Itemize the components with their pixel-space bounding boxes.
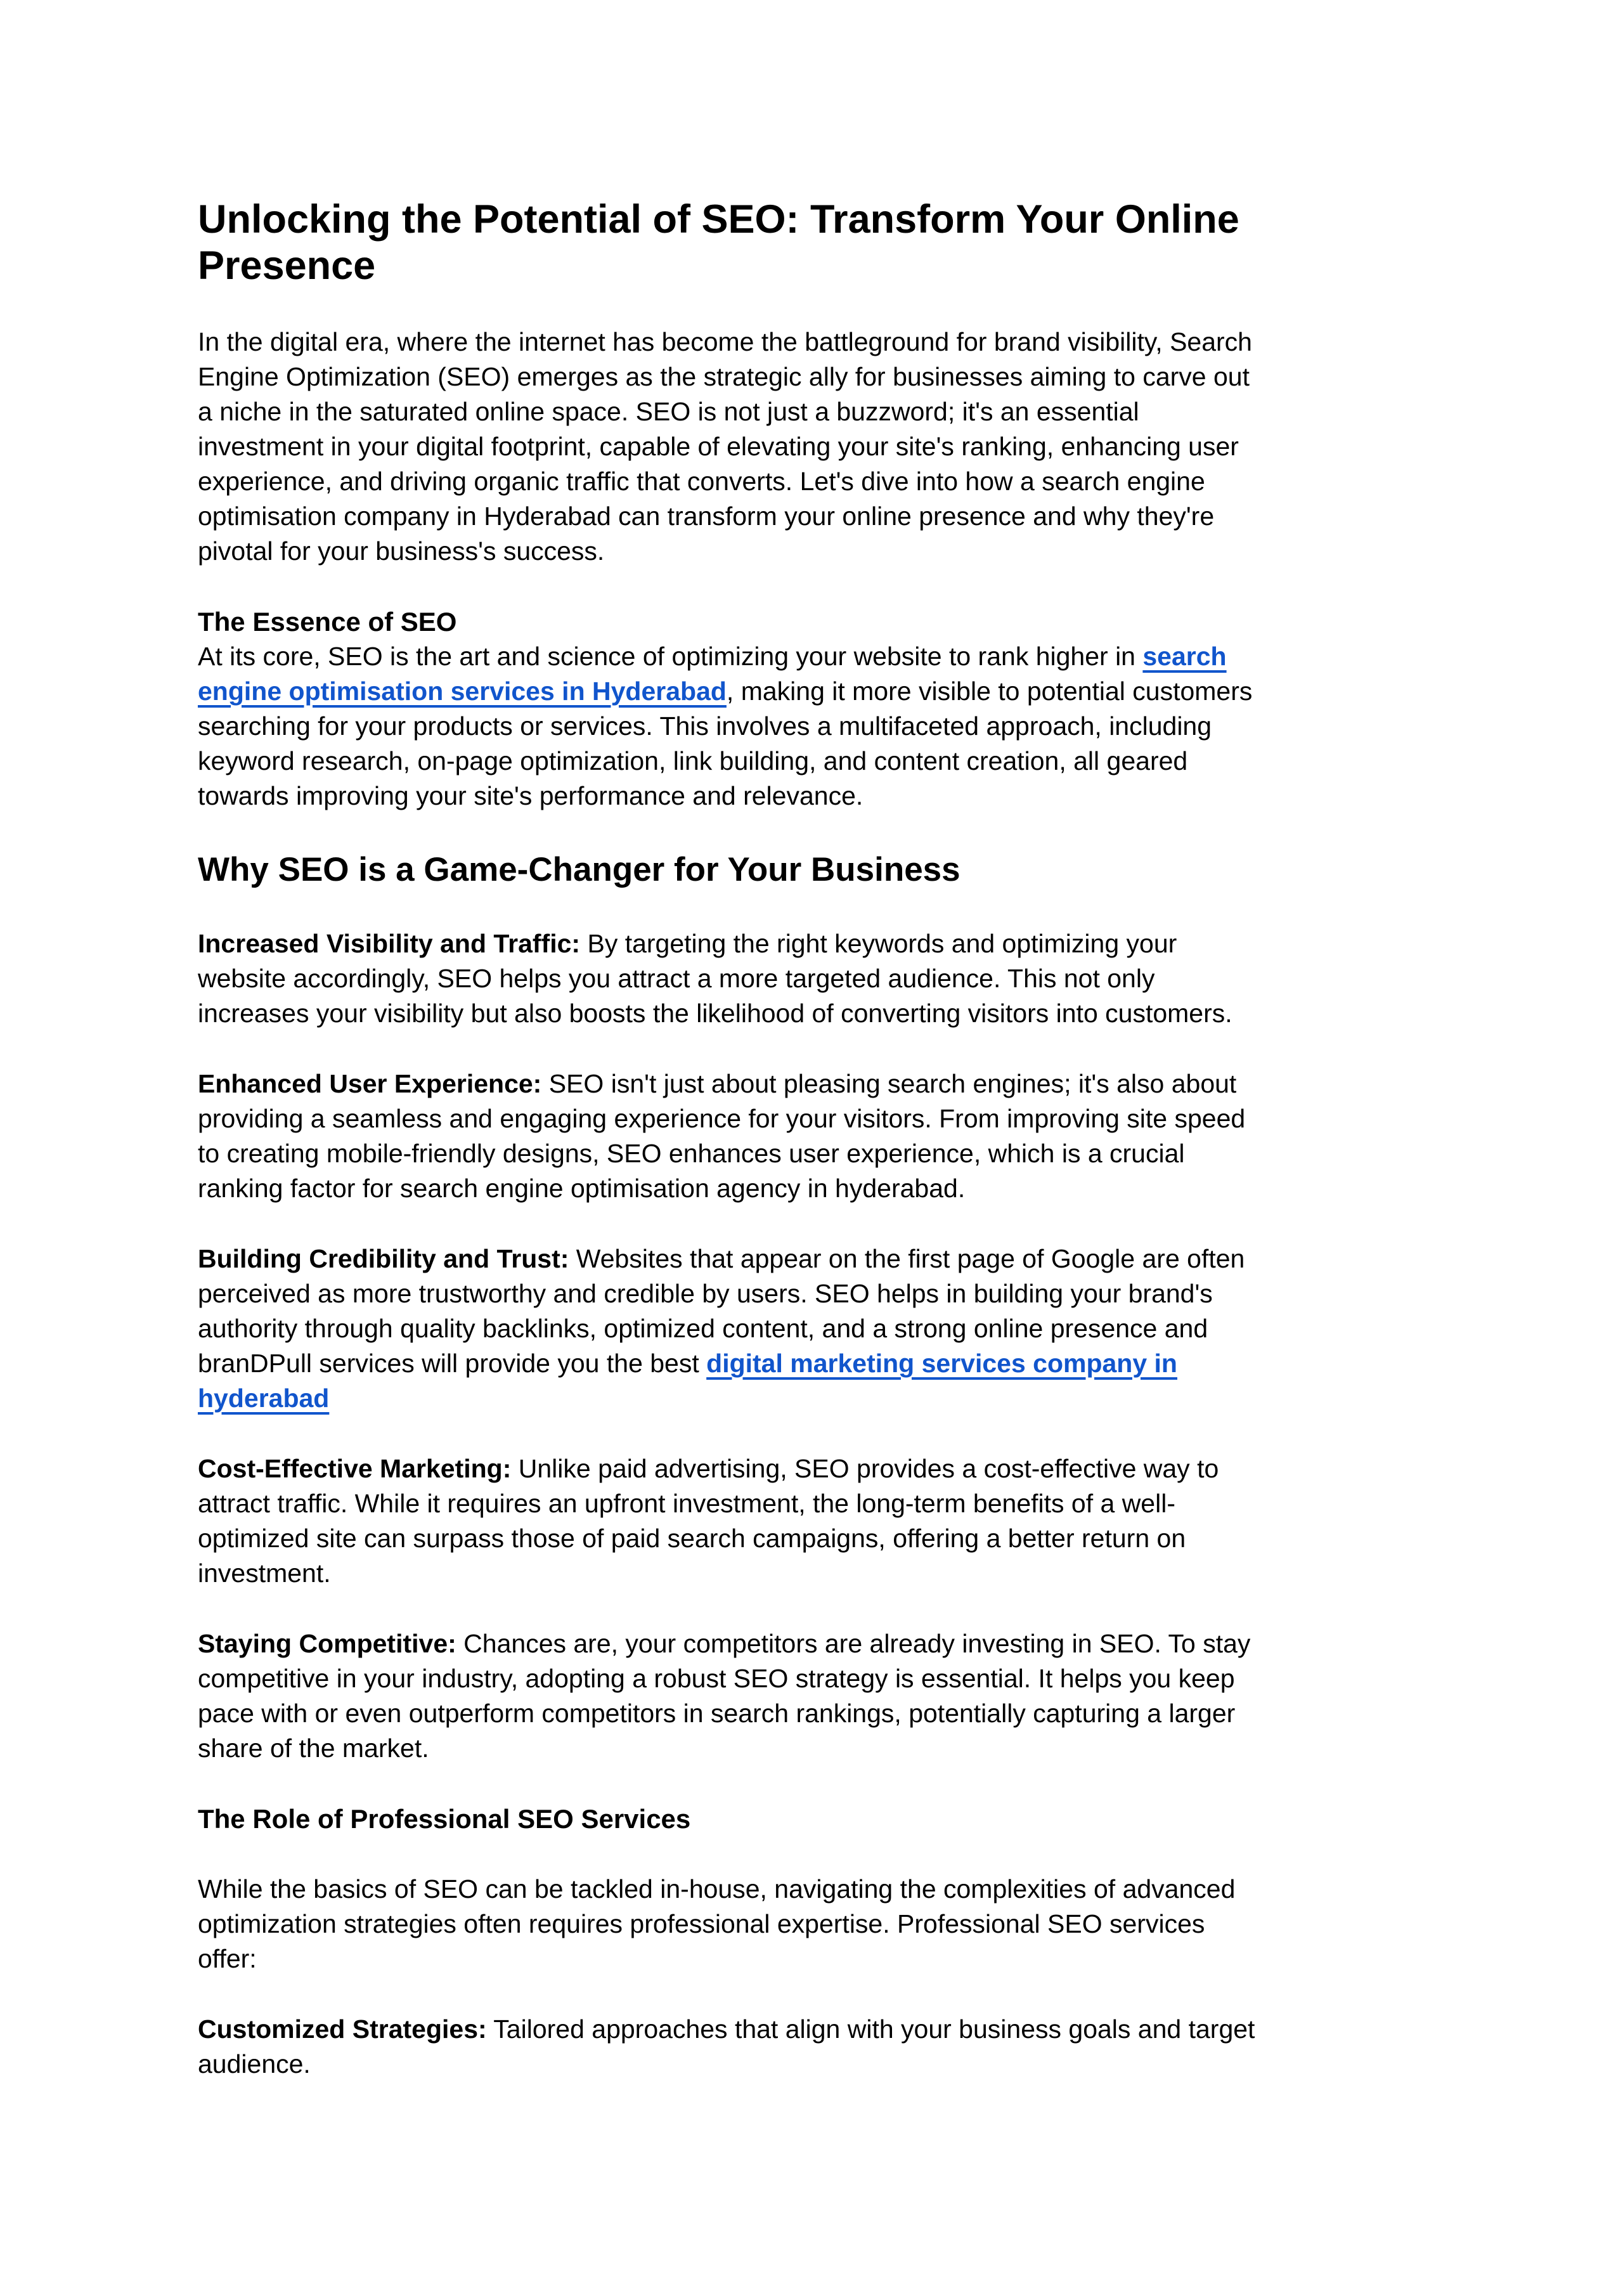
text-line xyxy=(198,709,1430,744)
text-line xyxy=(198,1942,1430,1976)
text-line xyxy=(198,996,1430,1031)
text-line xyxy=(198,1556,1430,1591)
text-run: Tailored approaches that align with your business goals and target xyxy=(486,2014,1255,2044)
text-line xyxy=(198,926,1430,961)
text-run: searching for your products or services. This involves a multifaceted approach, including xyxy=(198,711,1212,741)
text-line xyxy=(198,1381,1430,1416)
text-run: SEO isn't just about pleasing search engines; it's also about xyxy=(541,1069,1237,1098)
text-line xyxy=(198,1276,1430,1311)
text-run: audience. xyxy=(198,2049,311,2079)
text-line xyxy=(198,674,1430,709)
intro-paragraph xyxy=(198,325,1430,569)
text-run: Presence xyxy=(198,243,376,288)
text-run: authority through quality backlinks, optimized content, and a strong online presence and xyxy=(198,1314,1208,1343)
text-run: optimisation company in Hyderabad can transform your online presence and why they're xyxy=(198,502,1215,531)
text-run: In the digital era, where the internet has become the battleground for brand visibility, Search xyxy=(198,327,1252,356)
building-credibility-paragraph xyxy=(198,1242,1430,1416)
text-run: By targeting the right keywords and optimizing your xyxy=(580,929,1177,958)
text-link[interactable]: digital marketing services company in xyxy=(706,1349,1177,1378)
text-run: At its core, SEO is the art and science of optimizing your website to rank higher in xyxy=(198,642,1143,671)
text-link[interactable]: search xyxy=(1142,642,1227,671)
text-line xyxy=(198,1521,1430,1556)
text-line xyxy=(198,429,1430,464)
while-basics-paragraph xyxy=(198,1872,1430,1976)
text-line xyxy=(198,499,1430,534)
text-line xyxy=(198,1626,1430,1661)
text-line xyxy=(198,197,1430,243)
text-line xyxy=(198,360,1430,394)
text-run: offer: xyxy=(198,1944,257,1973)
text-line xyxy=(198,1801,1430,1836)
text-run: Why SEO is a Game-Changer for Your Business xyxy=(198,851,960,888)
heading-why-seo-game-changer xyxy=(198,849,1430,891)
text-line xyxy=(198,1101,1430,1136)
text-run: optimization strategies often requires professional expertise. Professional SEO services xyxy=(198,1909,1205,1938)
text-line xyxy=(198,1451,1430,1486)
text-line xyxy=(198,1346,1430,1381)
text-run: Engine Optimization (SEO) emerges as the strategic ally for businesses aiming to carve out xyxy=(198,362,1250,391)
text-line xyxy=(198,744,1430,779)
staying-competitive-paragraph xyxy=(198,1626,1430,1766)
text-run: Websites that appear on the first page of Google are often xyxy=(569,1244,1245,1273)
text-line xyxy=(198,639,1430,674)
text-run: increases your visibility but also boosts the likelihood of converting visitors into customers. xyxy=(198,999,1232,1028)
text-run: Customized Strategies: xyxy=(198,2014,487,2044)
text-run: optimized site can surpass those of paid search campaigns, offering a better return on xyxy=(198,1524,1186,1553)
text-line xyxy=(198,604,1430,639)
text-run: investment in your digital footprint, capable of elevating your site's ranking, enhancing user xyxy=(198,432,1239,461)
text-line xyxy=(198,1242,1430,1276)
text-run: attract traffic. While it requires an upfront investment, the long-term benefits of a well- xyxy=(198,1489,1175,1518)
text-run: pivotal for your business's success. xyxy=(198,536,605,566)
text-run: Unlike paid advertising, SEO provides a cost-effective way to xyxy=(511,1454,1219,1483)
text-link[interactable]: engine optimisation services in Hyderabad xyxy=(198,677,727,706)
text-run: pace with or even outperform competitors in search rankings, potentially capturing a larger xyxy=(198,1699,1236,1728)
text-line xyxy=(198,1661,1430,1696)
text-run: Chances are, your competitors are already investing in SEO. To stay xyxy=(456,1629,1251,1658)
cost-effective-paragraph xyxy=(198,1451,1430,1591)
text-line xyxy=(198,2047,1430,2082)
text-line xyxy=(198,1171,1430,1206)
heading-role-of-professional-seo xyxy=(198,1801,1430,1836)
text-run: keyword research, on-page optimization, link building, and content creation, all geared xyxy=(198,746,1188,775)
text-run: website accordingly, SEO helps you attract a more targeted audience. This not only xyxy=(198,964,1155,993)
increased-visibility-paragraph xyxy=(198,926,1430,1031)
document-content xyxy=(198,197,1430,2082)
text-run: Cost-Effective Marketing: xyxy=(198,1454,512,1483)
text-line xyxy=(198,779,1430,814)
text-run: ranking factor for search engine optimisation agency in hyderabad. xyxy=(198,1174,966,1203)
text-run: Unlocking the Potential of SEO: Transform Your Online xyxy=(198,197,1239,242)
text-run: investment. xyxy=(198,1559,331,1588)
text-line xyxy=(198,1696,1430,1731)
text-run: towards improving your site's performance and relevance. xyxy=(198,781,863,810)
text-run: The Essence of SEO xyxy=(198,607,457,637)
text-run: The Role of Professional SEO Services xyxy=(198,1804,691,1834)
text-line xyxy=(198,1907,1430,1942)
text-line xyxy=(198,534,1430,569)
text-run: Enhanced User Experience: xyxy=(198,1069,542,1098)
text-line xyxy=(198,243,1430,289)
text-run: Increased Visibility and Traffic: xyxy=(198,929,581,958)
essence-paragraph xyxy=(198,639,1430,814)
text-line xyxy=(198,1486,1430,1521)
text-run: Staying Competitive: xyxy=(198,1629,456,1658)
text-run: competitive in your industry, adopting a robust SEO strategy is essential. It helps you keep xyxy=(198,1664,1235,1693)
text-run: perceived as more trustworthy and credible by users. SEO helps in building your brand's xyxy=(198,1279,1213,1308)
text-line xyxy=(198,1872,1430,1907)
text-run: share of the market. xyxy=(198,1734,429,1763)
text-line xyxy=(198,849,1430,891)
text-line xyxy=(198,464,1430,499)
text-run: a niche in the saturated online space. SEO is not just a buzzword; it's an essential xyxy=(198,397,1139,426)
heading-essence-of-seo xyxy=(198,604,1430,639)
text-line xyxy=(198,961,1430,996)
text-line xyxy=(198,2012,1430,2047)
text-line xyxy=(198,1136,1430,1171)
text-line xyxy=(198,1311,1430,1346)
text-run: to creating mobile-friendly designs, SEO enhances user experience, which is a crucial xyxy=(198,1139,1185,1168)
page-title xyxy=(198,197,1430,289)
enhanced-user-experience-paragraph xyxy=(198,1067,1430,1206)
text-line xyxy=(198,394,1430,429)
text-line xyxy=(198,325,1430,360)
text-link[interactable]: hyderabad xyxy=(198,1384,330,1413)
text-run: While the basics of SEO can be tackled in-house, navigating the complexities of advanced xyxy=(198,1874,1236,1904)
text-run: providing a seamless and engaging experience for your visitors. From improving site speed xyxy=(198,1104,1246,1133)
customized-strategies-paragraph xyxy=(198,2012,1430,2082)
text-line xyxy=(198,1067,1430,1101)
text-line xyxy=(198,1731,1430,1766)
text-run: experience, and driving organic traffic that converts. Let's dive into how a search engine xyxy=(198,467,1205,496)
text-run: branDPull services will provide you the best xyxy=(198,1349,707,1378)
text-run: , making it more visible to potential customers xyxy=(726,677,1253,706)
text-run: Building Credibility and Trust: xyxy=(198,1244,569,1273)
